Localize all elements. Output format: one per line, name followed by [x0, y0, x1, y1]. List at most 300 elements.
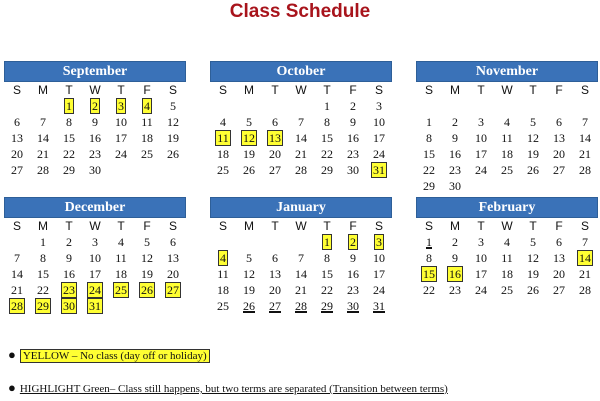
day-cell: [314, 162, 340, 178]
day-number: 26: [141, 283, 153, 297]
day-cell: [572, 266, 598, 282]
day-cell: [340, 130, 366, 146]
day-number: 5: [530, 235, 536, 249]
day-number: 14: [37, 131, 49, 145]
day-cell: [262, 162, 288, 178]
month-header: November: [416, 61, 598, 82]
day-cell: [288, 162, 314, 178]
day-cell: [314, 250, 340, 266]
month-february: [416, 197, 598, 298]
day-cell: [288, 146, 314, 162]
day-number: 10: [89, 251, 101, 265]
calendar-grid: [416, 82, 598, 194]
day-number: 29: [423, 179, 435, 193]
day-number: 28: [11, 299, 23, 313]
day-cell: [494, 282, 520, 298]
day-cell: [56, 234, 82, 250]
day-cell: [340, 266, 366, 282]
day-number: 21: [579, 267, 591, 281]
day-number: 2: [350, 99, 356, 113]
weekday-label: S: [424, 219, 433, 233]
day-number: 20: [11, 147, 23, 161]
day-number: 8: [324, 115, 330, 129]
weekday-label: T: [117, 219, 125, 233]
empty-cell: [546, 98, 572, 114]
day-cell: [520, 162, 546, 178]
day-cell: [494, 250, 520, 266]
day-cell: [108, 114, 134, 130]
weekday-label: W: [295, 219, 307, 233]
day-cell: [572, 282, 598, 298]
weekday-label: T: [65, 83, 73, 97]
day-number: 24: [475, 283, 487, 297]
day-cell: [366, 98, 392, 114]
day-number: 18: [115, 267, 127, 281]
month-header: January: [210, 197, 392, 218]
day-cell: [546, 234, 572, 250]
day-number: 16: [449, 267, 461, 281]
day-cell: [366, 146, 392, 162]
day-number: 3: [376, 235, 382, 249]
weekday-label: M: [450, 219, 460, 233]
day-cell: [416, 162, 442, 178]
month-november: [416, 61, 598, 194]
day-cell: [56, 98, 82, 114]
empty-cell: [520, 98, 546, 114]
day-number: 4: [144, 99, 150, 113]
day-cell: [494, 234, 520, 250]
weekday-label: S: [374, 219, 383, 233]
day-number: 9: [92, 115, 98, 129]
day-number: 12: [527, 251, 539, 265]
day-number: 2: [350, 235, 356, 249]
day-number: 29: [63, 163, 75, 177]
day-cell: [494, 146, 520, 162]
day-cell: [4, 250, 30, 266]
day-cell: [82, 234, 108, 250]
day-number: 10: [475, 251, 487, 265]
day-number: 6: [170, 235, 176, 249]
weekday-label: S: [374, 83, 383, 97]
day-cell: [82, 146, 108, 162]
month-december: [4, 197, 186, 314]
month-header: October: [210, 61, 392, 82]
day-cell: [366, 282, 392, 298]
empty-cell: [262, 98, 288, 114]
day-number: 15: [423, 147, 435, 161]
day-number: 19: [527, 147, 539, 161]
calendar-grid: [210, 82, 392, 178]
day-cell: [314, 130, 340, 146]
day-number: 17: [115, 131, 127, 145]
day-cell: [108, 266, 134, 282]
day-number: 3: [478, 235, 484, 249]
day-number: 24: [373, 283, 385, 297]
day-number: 10: [373, 115, 385, 129]
day-number: 7: [14, 251, 20, 265]
day-number: 19: [167, 131, 179, 145]
weekday-label: S: [12, 83, 21, 97]
day-cell: [288, 266, 314, 282]
day-cell: [56, 130, 82, 146]
day-cell: [494, 130, 520, 146]
day-cell: [468, 146, 494, 162]
day-number: 17: [89, 267, 101, 281]
day-cell: [340, 234, 366, 250]
day-number: 18: [501, 267, 513, 281]
day-number: 28: [579, 283, 591, 297]
weekday-label: F: [349, 83, 357, 97]
day-number: 11: [217, 267, 229, 281]
day-cell: [572, 234, 598, 250]
empty-cell: [236, 98, 262, 114]
day-cell: [572, 114, 598, 130]
day-number: 6: [556, 115, 562, 129]
day-cell: [262, 282, 288, 298]
weekday-label: F: [143, 83, 151, 97]
weekday-label: M: [244, 219, 254, 233]
day-number: 7: [582, 235, 588, 249]
day-number: 11: [501, 251, 513, 265]
day-number: 5: [530, 115, 536, 129]
day-number: 8: [66, 115, 72, 129]
day-cell: [494, 162, 520, 178]
day-cell: [288, 130, 314, 146]
day-number: 23: [347, 147, 359, 161]
day-number: 9: [350, 251, 356, 265]
day-number: 8: [426, 131, 432, 145]
day-number: 9: [66, 251, 72, 265]
day-cell: [160, 234, 186, 250]
day-cell: [314, 146, 340, 162]
month-header: September: [4, 61, 186, 82]
weekday-label: F: [555, 83, 563, 97]
day-number: 17: [475, 147, 487, 161]
month-october: [210, 61, 392, 178]
day-number: 17: [475, 267, 487, 281]
day-number: 14: [579, 251, 591, 265]
day-number: 20: [269, 147, 281, 161]
day-number: 24: [373, 147, 385, 161]
day-cell: [288, 282, 314, 298]
month-september: [4, 61, 186, 178]
day-cell: [56, 162, 82, 178]
day-number: 5: [144, 235, 150, 249]
day-number: 16: [347, 267, 359, 281]
day-number: 31: [89, 299, 101, 313]
day-number: 28: [295, 299, 307, 313]
day-number: 23: [347, 283, 359, 297]
weekday-label: M: [450, 83, 460, 97]
weekday-label: S: [218, 83, 227, 97]
calendar-grid: [210, 218, 392, 314]
day-cell: [340, 282, 366, 298]
day-cell: [314, 298, 340, 314]
day-cell: [82, 98, 108, 114]
day-cell: [134, 146, 160, 162]
day-cell: [134, 114, 160, 130]
day-cell: [56, 282, 82, 298]
day-number: 16: [89, 131, 101, 145]
weekday-label: W: [501, 83, 513, 97]
day-cell: [340, 98, 366, 114]
day-cell: [82, 130, 108, 146]
calendar-grid: [4, 218, 186, 314]
day-cell: [262, 266, 288, 282]
day-cell: [366, 266, 392, 282]
day-cell: [160, 114, 186, 130]
day-number: 29: [321, 299, 333, 313]
day-cell: [442, 266, 468, 282]
day-number: 3: [92, 235, 98, 249]
day-cell: [160, 266, 186, 282]
day-cell: [108, 282, 134, 298]
day-cell: [314, 114, 340, 130]
empty-cell: [210, 98, 236, 114]
day-cell: [4, 282, 30, 298]
day-number: 17: [373, 131, 385, 145]
weekday-label: M: [244, 83, 254, 97]
day-cell: [30, 234, 56, 250]
weekday-label: T: [271, 219, 279, 233]
day-cell: [4, 266, 30, 282]
day-cell: [314, 282, 340, 298]
day-cell: [236, 250, 262, 266]
day-cell: [82, 298, 108, 314]
day-cell: [108, 130, 134, 146]
day-number: 7: [298, 115, 304, 129]
day-number: 7: [40, 115, 46, 129]
day-number: 23: [63, 283, 75, 297]
day-cell: [108, 146, 134, 162]
day-cell: [340, 250, 366, 266]
day-cell: [416, 234, 442, 250]
day-cell: [416, 130, 442, 146]
day-number: 15: [63, 131, 75, 145]
day-number: 25: [501, 163, 513, 177]
day-cell: [210, 114, 236, 130]
day-cell: [4, 298, 30, 314]
day-number: 5: [246, 251, 252, 265]
empty-cell: [4, 98, 30, 114]
weekday-label: T: [529, 83, 537, 97]
day-cell: [442, 130, 468, 146]
day-cell: [288, 250, 314, 266]
day-number: 27: [167, 283, 179, 297]
day-number: 13: [553, 251, 565, 265]
day-number: 13: [269, 131, 281, 145]
day-number: 22: [321, 283, 333, 297]
day-number: 11: [141, 115, 153, 129]
day-number: 11: [217, 131, 229, 145]
weekday-label: T: [117, 83, 125, 97]
day-cell: [30, 266, 56, 282]
day-cell: [416, 282, 442, 298]
weekday-label: T: [477, 83, 485, 97]
day-number: 19: [141, 267, 153, 281]
legend-green: [8, 381, 448, 396]
day-number: 24: [475, 163, 487, 177]
day-cell: [82, 250, 108, 266]
day-number: 19: [527, 267, 539, 281]
weekday-label: S: [580, 83, 589, 97]
weekday-label: F: [555, 219, 563, 233]
day-cell: [546, 250, 572, 266]
weekday-label: W: [89, 83, 101, 97]
day-number: 2: [66, 235, 72, 249]
empty-cell: [468, 98, 494, 114]
day-cell: [366, 114, 392, 130]
weekday-label: S: [12, 219, 21, 233]
day-number: 19: [243, 283, 255, 297]
weekday-label: T: [529, 219, 537, 233]
day-number: 20: [167, 267, 179, 281]
day-cell: [236, 282, 262, 298]
empty-cell: [210, 234, 236, 250]
day-number: 1: [40, 235, 46, 249]
day-cell: [30, 146, 56, 162]
bullet-icon: ●: [8, 380, 16, 395]
weekday-label: T: [323, 219, 331, 233]
day-cell: [468, 282, 494, 298]
day-cell: [160, 250, 186, 266]
day-cell: [520, 266, 546, 282]
weekday-label: S: [580, 219, 589, 233]
day-number: 8: [40, 251, 46, 265]
day-number: 30: [449, 179, 461, 193]
day-number: 23: [449, 163, 461, 177]
day-cell: [160, 282, 186, 298]
day-number: 31: [373, 163, 385, 177]
day-cell: [442, 162, 468, 178]
day-number: 14: [295, 267, 307, 281]
day-cell: [236, 130, 262, 146]
day-cell: [442, 282, 468, 298]
day-number: 1: [324, 235, 330, 249]
day-cell: [262, 250, 288, 266]
day-number: 9: [350, 115, 356, 129]
weekday-label: W: [89, 219, 101, 233]
day-cell: [56, 114, 82, 130]
weekday-label: S: [168, 219, 177, 233]
day-number: 26: [243, 299, 255, 313]
weekday-label: S: [218, 219, 227, 233]
day-cell: [30, 250, 56, 266]
day-cell: [572, 130, 598, 146]
day-number: 18: [501, 147, 513, 161]
day-number: 27: [269, 299, 281, 313]
day-cell: [340, 146, 366, 162]
day-number: 14: [579, 131, 591, 145]
day-cell: [468, 114, 494, 130]
day-number: 25: [141, 147, 153, 161]
day-number: 4: [504, 115, 510, 129]
weekday-label: T: [65, 219, 73, 233]
day-cell: [520, 114, 546, 130]
day-number: 22: [321, 147, 333, 161]
day-cell: [160, 98, 186, 114]
empty-cell: [494, 98, 520, 114]
day-number: 28: [37, 163, 49, 177]
day-cell: [468, 162, 494, 178]
day-cell: [56, 146, 82, 162]
empty-cell: [4, 234, 30, 250]
day-cell: [416, 266, 442, 282]
day-number: 13: [269, 267, 281, 281]
day-number: 20: [553, 267, 565, 281]
day-cell: [134, 250, 160, 266]
day-number: 2: [92, 99, 98, 113]
day-cell: [30, 130, 56, 146]
day-number: 26: [527, 283, 539, 297]
day-number: 11: [501, 131, 513, 145]
day-number: 17: [373, 267, 385, 281]
day-number: 16: [63, 267, 75, 281]
day-number: 23: [89, 147, 101, 161]
day-number: 12: [167, 115, 179, 129]
legend-yellow-text: YELLOW – No class (day off or holiday): [20, 349, 210, 363]
day-number: 24: [89, 283, 101, 297]
day-cell: [262, 114, 288, 130]
day-number: 12: [243, 131, 255, 145]
day-cell: [442, 250, 468, 266]
day-cell: [4, 130, 30, 146]
day-number: 27: [11, 163, 23, 177]
day-number: 6: [272, 251, 278, 265]
day-number: 4: [220, 251, 226, 265]
day-number: 30: [347, 299, 359, 313]
day-cell: [236, 298, 262, 314]
weekday-label: F: [349, 219, 357, 233]
day-number: 12: [527, 131, 539, 145]
day-cell: [546, 146, 572, 162]
day-number: 16: [347, 131, 359, 145]
day-number: 2: [452, 235, 458, 249]
day-cell: [572, 250, 598, 266]
day-cell: [210, 282, 236, 298]
day-number: 10: [475, 131, 487, 145]
day-number: 13: [553, 131, 565, 145]
day-number: 23: [449, 283, 461, 297]
day-cell: [494, 266, 520, 282]
day-number: 15: [423, 267, 435, 281]
day-cell: [236, 146, 262, 162]
day-cell: [546, 162, 572, 178]
day-cell: [134, 266, 160, 282]
day-cell: [82, 266, 108, 282]
day-cell: [468, 234, 494, 250]
day-number: 22: [423, 283, 435, 297]
day-cell: [236, 114, 262, 130]
day-number: 28: [295, 163, 307, 177]
day-cell: [442, 114, 468, 130]
day-cell: [210, 162, 236, 178]
month-header: December: [4, 197, 186, 218]
day-number: 29: [321, 163, 333, 177]
day-number: 21: [37, 147, 49, 161]
day-number: 27: [553, 163, 565, 177]
day-number: 26: [243, 163, 255, 177]
day-number: 25: [501, 283, 513, 297]
day-cell: [416, 178, 442, 194]
day-cell: [572, 162, 598, 178]
empty-cell: [288, 234, 314, 250]
day-number: 31: [373, 299, 385, 313]
day-number: 1: [324, 99, 330, 113]
day-number: 30: [347, 163, 359, 177]
day-number: 6: [556, 235, 562, 249]
legend-green-text: HIGHLIGHT Green– Class still happens, but two terms are separated (Transition between terms): [19, 383, 448, 395]
